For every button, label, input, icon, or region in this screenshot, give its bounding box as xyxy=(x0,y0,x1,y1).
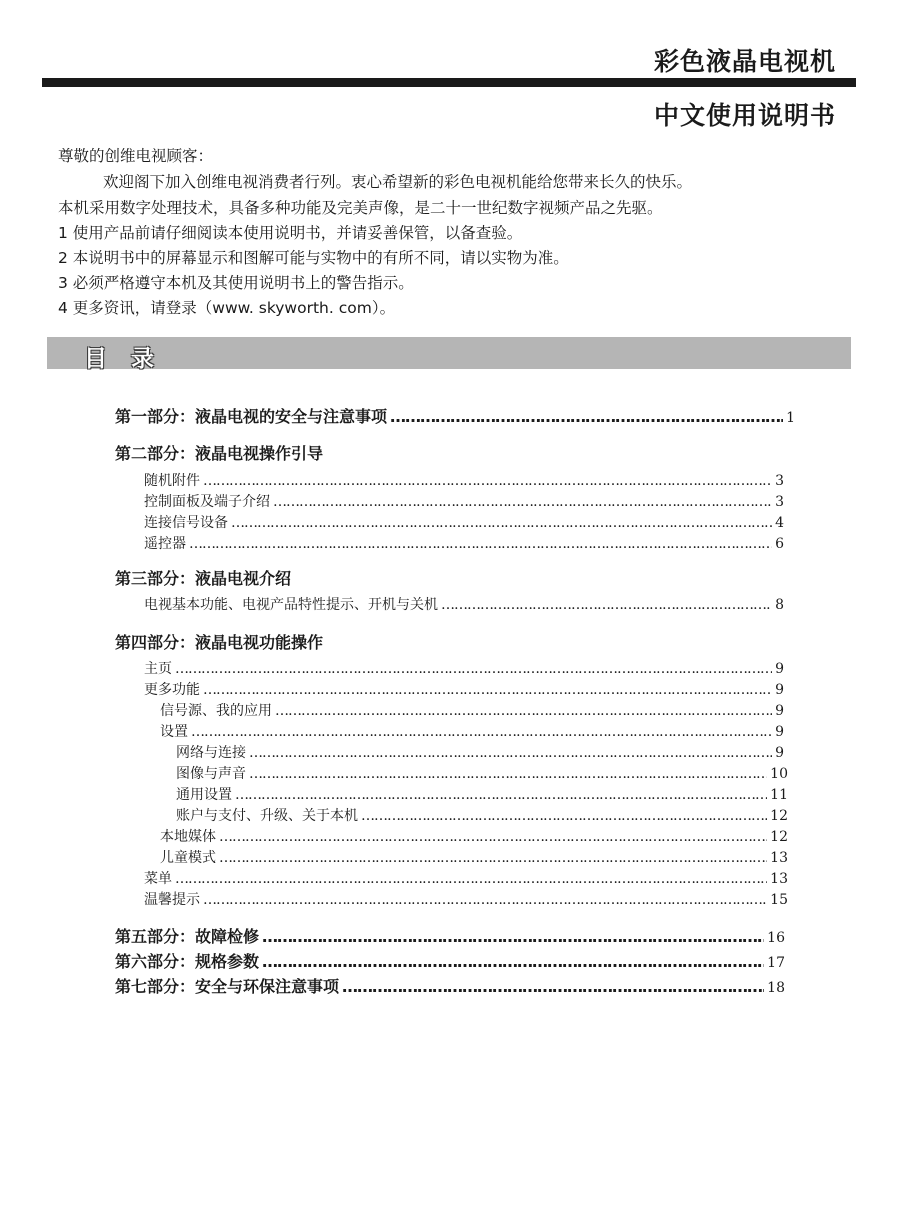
toc-entry[interactable] xyxy=(144,868,788,890)
toc-entry[interactable] xyxy=(160,700,784,722)
toc-entry[interactable] xyxy=(176,742,784,764)
toc-entry[interactable] xyxy=(176,784,788,806)
toc-entry-label: 信号源、我的应用 xyxy=(160,703,272,719)
toc-entry[interactable] xyxy=(176,763,788,785)
toc-leader xyxy=(342,977,764,996)
toc-page-number: 9 xyxy=(775,745,784,761)
toc-entry-label: 账户与支付、升级、关于本机 xyxy=(176,808,358,824)
toc-entry-label: 儿童模式 xyxy=(160,850,216,866)
toc-leader xyxy=(219,850,767,866)
header-divider xyxy=(42,78,856,87)
intro-line: 欢迎阁下加入创维电视消费者行列。衷心希望新的彩色电视机能给您带来长久的快乐。 xyxy=(103,173,693,191)
toc-leader xyxy=(189,536,772,552)
toc-entry-label: 第五部分：故障检修 xyxy=(115,927,260,946)
toc-entry-label: 温馨提示 xyxy=(144,892,200,908)
toc-leader xyxy=(249,766,767,782)
toc-leader xyxy=(175,661,772,677)
toc-leader xyxy=(390,407,783,426)
toc-entry-label: 第六部分：规格参数 xyxy=(115,952,260,971)
toc-page-number: 4 xyxy=(775,515,784,531)
toc-entry-label: 网络与连接 xyxy=(176,745,246,761)
toc-entry[interactable] xyxy=(144,512,784,534)
toc-entry[interactable] xyxy=(144,679,784,701)
toc-entry-label: 第一部分：液晶电视的安全与注意事项 xyxy=(115,407,388,426)
toc-leader xyxy=(175,871,767,887)
toc-page-number: 16 xyxy=(767,930,785,946)
toc-entry-label: 随机附件 xyxy=(144,473,200,489)
intro-line: 1 使用产品前请仔细阅读本使用说明书，并请妥善保管，以备查验。 xyxy=(58,224,523,242)
toc-entry-part7[interactable] xyxy=(115,974,785,996)
toc-page-number: 12 xyxy=(770,808,788,824)
toc-entry[interactable] xyxy=(160,826,788,848)
toc-page-number: 6 xyxy=(775,536,784,552)
toc-entry-part1[interactable] xyxy=(115,404,795,426)
toc-entry-label: 设置 xyxy=(160,724,188,740)
toc-page-number: 8 xyxy=(775,597,784,613)
toc-entry[interactable] xyxy=(160,721,784,743)
toc-page-number: 9 xyxy=(775,661,784,677)
toc-entry[interactable] xyxy=(144,594,784,616)
toc-page-number: 3 xyxy=(775,473,784,489)
toc-leader xyxy=(441,597,772,613)
intro-line: 4 更多资讯，请登录（www. skyworth. com）。 xyxy=(58,299,396,317)
toc-leader xyxy=(262,952,764,971)
toc-entry-part6[interactable] xyxy=(115,949,785,971)
toc-leader xyxy=(191,724,772,740)
toc-entry[interactable] xyxy=(144,470,784,492)
toc-leader xyxy=(235,787,767,803)
intro-line: 本机采用数字处理技术，具备多种功能及完美声像，是二十一世纪数字视频产品之先驱。 xyxy=(58,199,663,217)
toc-entry-label: 第七部分：安全与环保注意事项 xyxy=(115,977,340,996)
toc-entry-label: 菜单 xyxy=(144,871,172,887)
toc-page-number: 13 xyxy=(770,871,788,887)
toc-entry[interactable] xyxy=(160,847,788,869)
toc-page-number: 1 xyxy=(786,410,795,426)
toc-page-number: 10 xyxy=(770,766,788,782)
intro-line: 3 必须严格遵守本机及其使用说明书上的警告指示。 xyxy=(58,274,414,292)
toc-page-number: 11 xyxy=(770,787,788,803)
toc-entry[interactable] xyxy=(144,491,784,513)
toc-page-number: 3 xyxy=(775,494,784,510)
toc-page-number: 13 xyxy=(770,850,788,866)
toc-entry-label: 本地媒体 xyxy=(160,829,216,845)
toc-entry-label: 遥控器 xyxy=(144,536,186,552)
toc-page-number: 12 xyxy=(770,829,788,845)
toc-leader xyxy=(273,494,772,510)
toc-entry[interactable] xyxy=(144,658,784,680)
toc-entry[interactable] xyxy=(176,805,788,827)
toc-section-part3[interactable]: 第三部分：液晶电视介绍 xyxy=(115,569,292,588)
toc-entry-label: 主页 xyxy=(144,661,172,677)
intro-line: 2 本说明书中的屏幕显示和图解可能与实物中的有所不同，请以实物为准。 xyxy=(58,249,569,267)
toc-leader xyxy=(262,927,764,946)
toc-entry[interactable] xyxy=(144,889,788,911)
toc-entry-label: 更多功能 xyxy=(144,682,200,698)
toc-entry-label: 电视基本功能、电视产品特性提示、开机与关机 xyxy=(144,597,438,613)
toc-leader xyxy=(219,829,767,845)
toc-entry[interactable] xyxy=(144,533,784,555)
toc-leader xyxy=(275,703,772,719)
greeting: 尊敬的创维电视顾客： xyxy=(58,147,214,165)
toc-leader xyxy=(203,682,772,698)
toc-page-number: 9 xyxy=(775,703,784,719)
toc-entry-label: 控制面板及端子介绍 xyxy=(144,494,270,510)
toc-entry-label: 连接信号设备 xyxy=(144,515,228,531)
toc-leader xyxy=(203,892,767,908)
toc-page-number: 18 xyxy=(767,980,785,996)
toc-leader xyxy=(203,473,772,489)
toc-page-number: 9 xyxy=(775,724,784,740)
toc-entry-part5[interactable] xyxy=(115,924,785,946)
toc-entry-label: 图像与声音 xyxy=(176,766,246,782)
toc-section-part2[interactable]: 第二部分：液晶电视操作引导 xyxy=(115,444,324,463)
toc-heading: 目 录 xyxy=(84,346,163,372)
toc-page-number: 15 xyxy=(770,892,788,908)
manual-title: 中文使用说明书 xyxy=(653,101,836,130)
toc-page-number: 17 xyxy=(767,955,785,971)
toc-entry-label: 通用设置 xyxy=(176,787,232,803)
toc-banner xyxy=(47,337,851,369)
toc-leader xyxy=(361,808,767,824)
product-title: 彩色液晶电视机 xyxy=(653,47,836,76)
toc-page-number: 9 xyxy=(775,682,784,698)
toc-leader xyxy=(231,515,772,531)
toc-section-part4[interactable]: 第四部分：液晶电视功能操作 xyxy=(115,633,324,652)
toc-leader xyxy=(249,745,772,761)
